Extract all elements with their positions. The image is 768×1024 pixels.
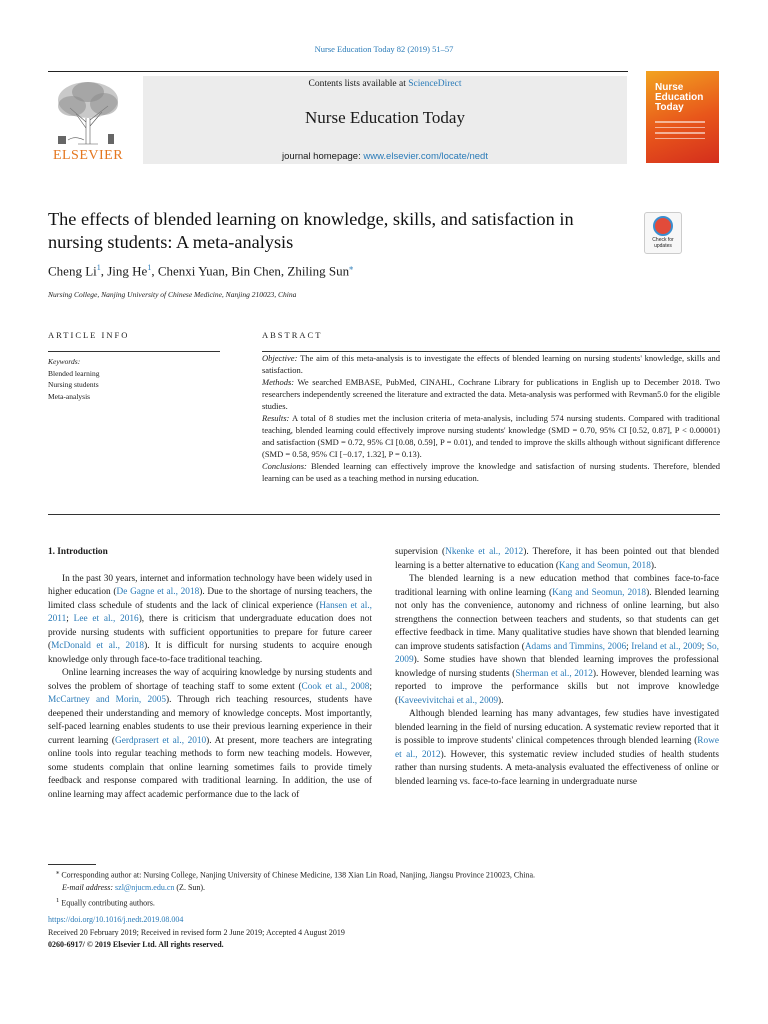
paragraph [48, 573, 372, 668]
paragraph [395, 546, 719, 573]
paragraph [395, 708, 719, 789]
paragraph-text: supervision ( [395, 547, 446, 557]
email-label: E-mail address: [62, 883, 114, 893]
paragraph-text: ; [369, 681, 372, 692]
paragraph-text: Although blended learning has many advantages, few studies have investigated blended learning in the field of nursing education. A systematic review reported that it is possible to improve students' clinical competences through blended learning ( [395, 709, 719, 746]
affiliation: Nursing College, Nanjing University of Chinese Medicine, Nanjing 210023, China [48, 290, 297, 299]
abstract-label: Objective: [262, 353, 298, 363]
author-name: Zhiling Sun [287, 263, 350, 279]
author-list [48, 263, 353, 279]
body-column-left [48, 546, 372, 802]
citation-link[interactable]: Nkenke et al., 2012 [445, 547, 524, 557]
footnotes [48, 867, 720, 910]
journal-masthead [143, 76, 627, 164]
check-updates-label: Check for updates [652, 237, 674, 249]
abstract-objective [262, 352, 720, 376]
author-separator: , [224, 263, 232, 279]
keywords-block [48, 356, 99, 402]
citation-link[interactable]: Adams and Timmins, 2006 [524, 641, 627, 652]
citation-link[interactable]: Rowe et al., 2012 [395, 736, 719, 760]
paragraph-text: ). Due to the shortage of nursing teachers, the limited class schedule of students and the lack of clinical experience ( [48, 587, 372, 611]
paragraph-text: ), there is criticism that undergraduate education does not provide nursing students with sufficient opportunities to prepare for future career ( [48, 614, 372, 651]
cover-title-line: Nurse [655, 82, 684, 93]
keyword-item: Blended learning [48, 368, 100, 378]
abstract-body [262, 352, 720, 484]
abstract-label: Conclusions: [262, 461, 307, 471]
abstract-text: Blended learning can effectively improve the knowledge and satisfaction of nursing students. Therefore, blended learning can be used as a teaching method in nursing education. [262, 461, 720, 483]
abstract-label: Results: [262, 413, 290, 423]
paragraph-text: ). Through rich teaching resources, students have deepened their understanding and memory of knowledge concepts. Most importantly, self-paced learning enables students to use their previous learning experience in their current learning ( [48, 695, 372, 746]
citation-link[interactable]: Kaveevivitchai et al., 2009 [398, 695, 499, 706]
footnote-mark: ⁎ [56, 869, 60, 876]
journal-cover-thumbnail[interactable] [646, 71, 719, 163]
abstract-text: The aim of this meta-analysis is to investigate the effects of blended learning on nursing students' knowledge, skills and satisfaction. [262, 353, 720, 375]
paragraph-text: Online learning increases the way of acquiring knowledge by nursing students and solves the problem of shortage of teaching staff to some extent ( [48, 668, 372, 692]
abstract-conclusions [262, 460, 720, 484]
corresponding-author-note [48, 867, 720, 882]
citation-link[interactable]: Kang and Seomun, 2018 [558, 560, 651, 571]
author-name: Chenxi Yuan [157, 263, 225, 279]
footnote-mark: 1 [56, 896, 60, 904]
abstract-results [262, 412, 720, 460]
article-info-heading: ARTICLE INFO [48, 330, 130, 340]
publication-info [48, 914, 345, 952]
paragraph-text: ). Some studies have shown that blended learning improves the professional knowledge of nursing students ( [395, 655, 719, 679]
cover-title-line: Today [655, 102, 684, 113]
journal-reference-link[interactable]: Nurse Education Today 82 (2019) 51–57 [314, 44, 454, 54]
elsevier-logo[interactable] [48, 78, 128, 164]
paragraph [395, 573, 719, 708]
homepage-link[interactable]: www.elsevier.com/locate/nedt [363, 151, 488, 162]
abstract-label: Methods: [262, 377, 295, 387]
keyword-item: Nursing students [48, 380, 99, 389]
email-note [48, 882, 720, 895]
author-separator: , [100, 263, 108, 279]
footnote-text: Equally contributing authors. [59, 898, 155, 908]
contents-availability [143, 79, 627, 89]
abstract-methods [262, 376, 720, 412]
paragraph-text: ). [650, 560, 657, 571]
received-dates: Received 20 February 2019; Received in revised form 2 June 2019; Accepted 4 August 2019 [48, 927, 345, 937]
footnote-text: Corresponding author at: Nursing College, Nanjing University of Chinese Medicine, 138 Xian Lin Road, Nanjing, Jiangsu Province 210023, China. [59, 870, 536, 880]
cover-title-line: Education [655, 92, 704, 103]
keywords-label: Keywords: [48, 357, 81, 366]
cover-decoration [655, 121, 705, 143]
paragraph-text: ). However, blended learning was reported to improve the performance skills but not improve knowledge ( [395, 668, 719, 706]
header-rule [48, 71, 628, 72]
sciencedirect-link[interactable]: ScienceDirect [408, 79, 462, 89]
paragraph-text: ). However, this systematic review included studies of health students rather than nursing students. A meta-analysis evaluated the effectiveness of online or blended learning vs. face-to-face learning in undergraduate nurse [395, 749, 720, 787]
section-heading: 1. Introduction [48, 547, 108, 557]
paragraph-text: In the past 30 years, internet and information technology have been widely used in higher education ( [48, 573, 372, 597]
check-updates-icon [653, 216, 673, 236]
email-link[interactable]: szl@njucm.edu.cn [115, 883, 175, 893]
journal-homepage [143, 151, 627, 162]
citation-link[interactable]: Hansen et al., 2011 [48, 600, 372, 624]
author-name: Jing He [107, 263, 148, 279]
abstract-text: A total of 8 studies met the inclusion criteria of meta-analysis, including 574 nursing students. Compared with traditional teaching, blended learning could effectively improve nursing students' knowledge (SMD = 0.70, 95% CI [0.52, 0.87], P < 0.00001) and satisfaction (SMD = 0.72, 95% CI [0.08, 0.59], P = 0.01), and tended to improve the skills although without significant difference (SMD = 0.58, 95% CI [−0.17, 1.32], P = 0.13). [262, 413, 720, 459]
body-rule [48, 514, 720, 515]
author-name: Cheng Li [48, 263, 97, 279]
paragraph-text: ). It is difficult for nursing students to acquire enough knowledge only through face-to-face traditional teaching. [48, 641, 372, 665]
author-note-link[interactable]: 1 [96, 263, 101, 272]
paragraph-text: ). At present, more teachers are integrating online tools into regular teaching methods to form new teaching models. However, some students complain that online learning sometimes fails to provide timely feedback and response compared with traditional learning. In addition, the use of online learning may affect academic performance due to the lack of [48, 735, 373, 800]
abstract-text: We searched EMBASE, PubMed, CINAHL, Cochrane Library for publications in English up to December 2018. Two researchers independently screened the literature and extracted the data. Meta-analysis was performed with Revman5.0 for the eligible studies. [262, 377, 720, 411]
homepage-prefix: journal homepage: [282, 151, 364, 162]
paragraph-text: ). Therefore, it has been pointed out that blended learning is a better alternative to education ( [395, 547, 720, 571]
keyword-item: Meta-analysis [48, 391, 91, 401]
paragraph-text: ; [66, 614, 74, 624]
article-info-rule [48, 351, 220, 352]
citation-link[interactable]: McCartney and Morin, 2005 [48, 695, 167, 705]
paragraph-text: ; [701, 641, 707, 652]
author-note-link[interactable]: ⁎ [349, 263, 354, 272]
copyright-line: 0260-6917/ © 2019 Elsevier Ltd. All rights reserved. [48, 940, 224, 949]
article-title: The effects of blended learning on knowledge, skills, and satisfaction in nursing students: A meta-analysis [48, 209, 574, 252]
citation-link[interactable]: Sherman et al., 2012 [515, 668, 593, 679]
citation-link[interactable]: McDonald et al., 2018 [51, 641, 145, 651]
paragraph-text: ). [498, 695, 504, 706]
citation-link[interactable]: Ireland et al., 2009 [631, 641, 702, 652]
abstract-heading: ABSTRACT [262, 330, 323, 340]
paragraph-text: ; [626, 641, 632, 652]
elsevier-wordmark: ELSEVIER [52, 148, 124, 163]
check-for-updates-button[interactable] [644, 212, 682, 254]
citation-link[interactable]: Lee et al., 2016 [73, 614, 139, 624]
doi-link[interactable]: https://doi.org/10.1016/j.nedt.2019.08.004 [48, 915, 184, 924]
citation-link[interactable]: Cook et al., 2008 [301, 681, 370, 692]
journal-title: Nurse Education Today [305, 108, 465, 127]
author-note-link[interactable]: 1 [147, 263, 152, 272]
equal-contribution-note [48, 895, 720, 910]
paragraph-text: The blended learning is a new education method that combines face-to-face traditional learning with online learning ( [395, 574, 719, 598]
email-suffix: (Z. Sun). [174, 883, 206, 893]
body-column-right [395, 546, 719, 789]
footnote-rule [48, 864, 96, 865]
citation-link[interactable]: Kang and Seomun, 2018 [552, 587, 647, 598]
author-separator: , [280, 263, 288, 279]
citation-link[interactable]: De Gagne et al., 2018 [116, 587, 200, 597]
citation-link[interactable]: So, 2009 [395, 641, 719, 665]
cover-title [655, 83, 717, 113]
paragraph [48, 667, 372, 802]
citation-link[interactable]: Gerdprasert et al., 2010 [114, 735, 207, 746]
elsevier-tree-icon [48, 78, 128, 146]
author-name: Bin Chen [231, 263, 281, 279]
paragraph-text: ). Blended learning not only has the convenience, autonomy and richness of online learning, but also strengthens the connection between teachers and students, so that students can get effective feedback in time. Many qualitative studies have shown that blended learning can improve students satisfaction ( [395, 587, 719, 652]
contents-prefix: Contents lists available at [308, 79, 409, 89]
author-separator: , [151, 263, 158, 279]
